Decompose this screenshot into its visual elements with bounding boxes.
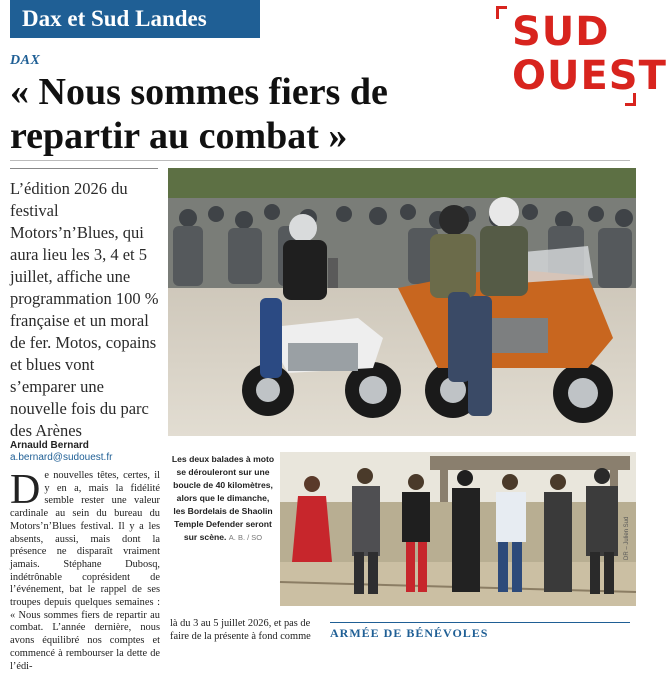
kicker: DAX	[10, 53, 41, 68]
headline: « Nous sommes fiers de repartir au combat »	[10, 71, 388, 157]
band-photo	[280, 452, 636, 606]
caption-text: Les deux balades à moto se dérouleront sur une boucle de 40 kilomètres, alors que le dimanche, les Bordelais de Shaolin Temple Defender seront sur scène.	[171, 454, 275, 542]
lede: L’édition 2026 du festival Motors’n’Blues, qui aura lieu les 3, 4 et 5 juillet, affiche une programmation 100 % française et un moral de fer. Motos, copains et blues vont s’emparer une nouvelle fois du parc des Arènes	[10, 179, 159, 440]
body-column-1	[10, 467, 160, 673]
author-email[interactable]: a.bernard@sudouest.fr	[10, 452, 113, 463]
photo-caption	[170, 453, 276, 544]
author-name: Arnauld Bernard	[10, 440, 89, 451]
lede-divider	[10, 168, 158, 169]
dropcap: D	[10, 467, 41, 513]
logo-bracket-bottom-right	[625, 93, 636, 106]
header-divider	[10, 160, 630, 161]
logo-line-1: SUD	[512, 9, 610, 55]
body-text-1: e nouvelles têtes, certes, il y en a, mais la fidélité semble rester une valeur cardinale au sein du bureau du Motors’n’Blues festival. Il y a les absents, aussi, mais dont la présence ne disparaît vraiment jamais. Stéphane Dubosq, indétrônable coprésident de l’événement, bat le rappel de ses troupes depuis quelques semaines : « Nous sommes fiers de repartir au combat. L’année dernière, nous avons équilibré nos comptes et commencé à rembourser la dette de l’édi-	[10, 470, 160, 672]
band-photo-credit: DR – Julien Sud	[624, 516, 630, 560]
section-banner: Dax et Sud Landes	[10, 0, 260, 38]
sud-ouest-logo	[496, 6, 667, 106]
body-column-2: là du 3 au 5 juillet 2026, et pas de faire de la présente à fond comme	[170, 618, 311, 642]
logo-line-2: OUEST	[512, 53, 667, 99]
main-photo-bikers	[168, 168, 636, 436]
subhead: ARMÉE DE BÉNÉVOLES	[330, 622, 630, 641]
logo-bracket-top-left	[496, 6, 507, 19]
caption-credit: A. B. / SO	[228, 533, 263, 542]
